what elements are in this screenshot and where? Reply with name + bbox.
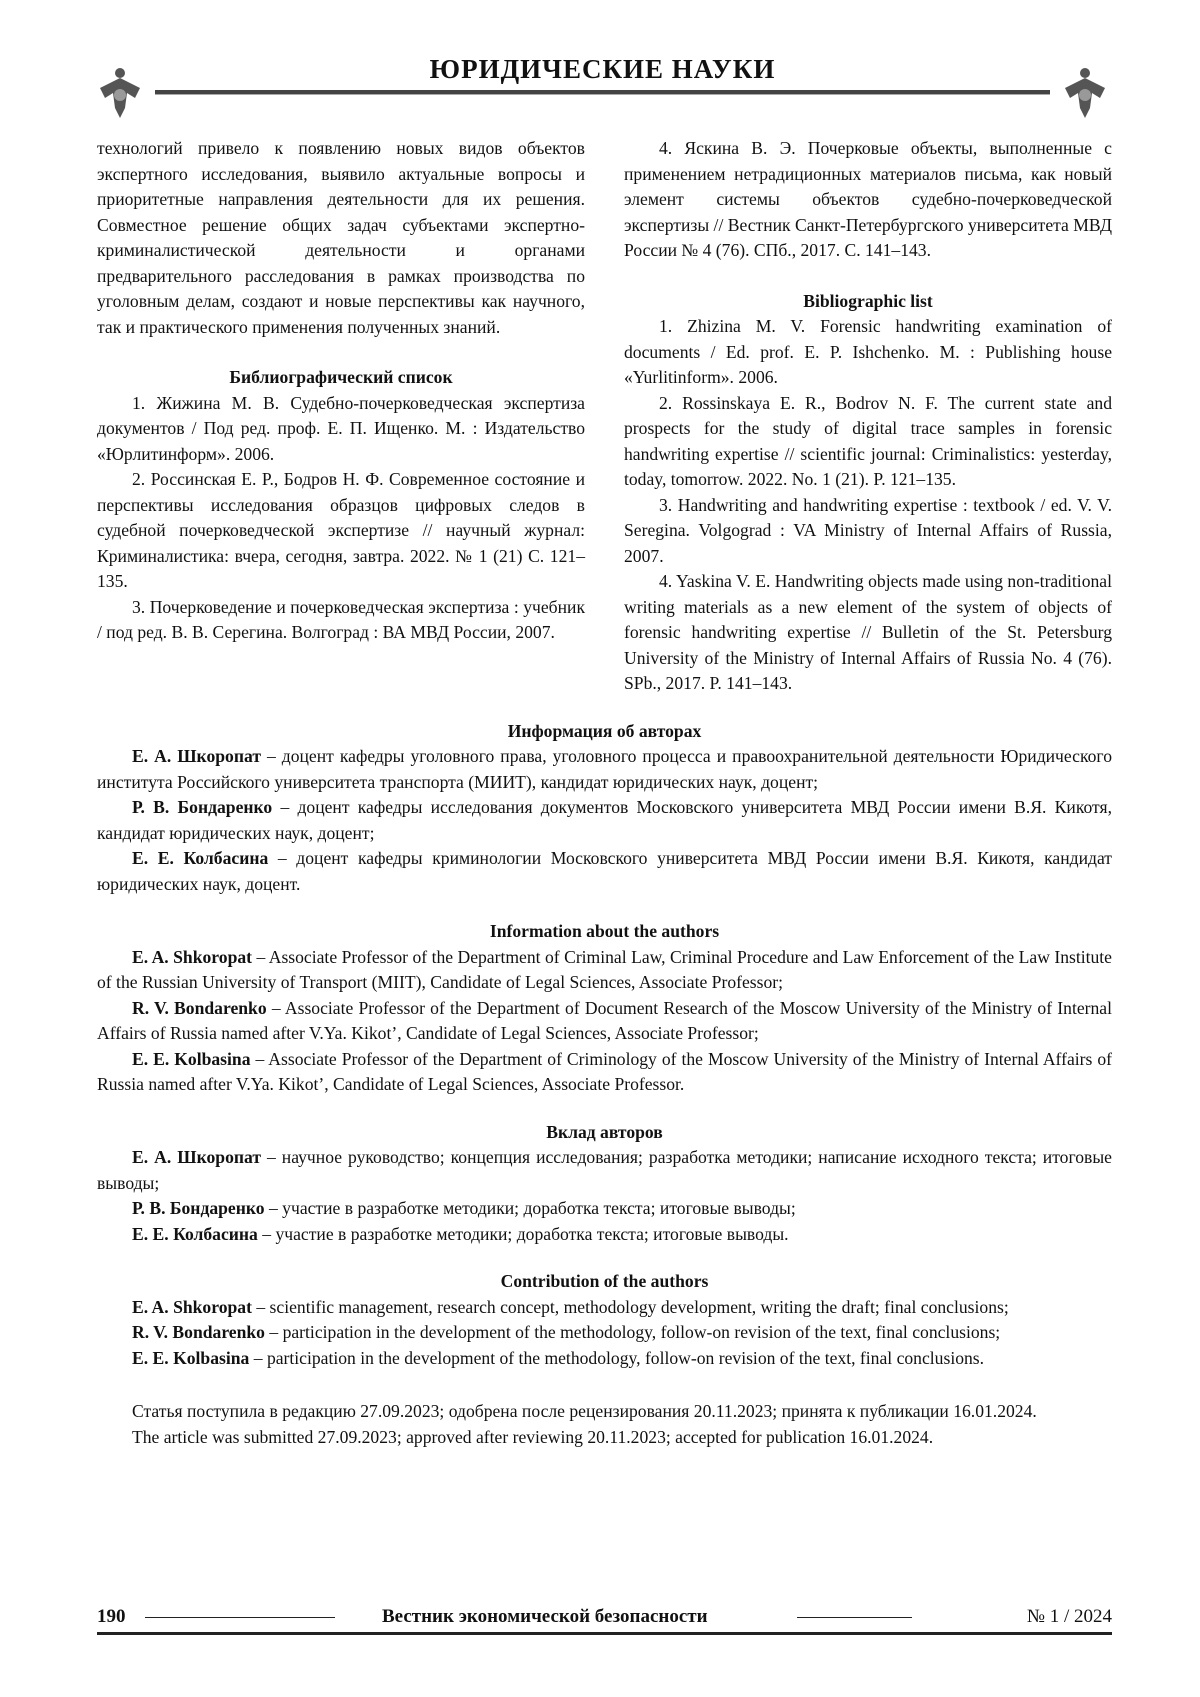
author-entry <box>97 846 1112 897</box>
dates-ru: Статья поступила в редакцию 27.09.2023; одобрена после рецензирования 20.11.2023; принята к публикации 16.01.2024. <box>97 1399 1112 1425</box>
section-heading: Информация об авторах <box>97 719 1112 745</box>
author-entry <box>97 1320 1112 1346</box>
footer-rule <box>145 1617 335 1618</box>
contribution-en <box>97 1269 1112 1371</box>
authors-info-ru <box>97 719 1112 898</box>
section-title: ЮРИДИЧЕСКИЕ НАУКИ <box>95 57 1110 83</box>
bib-entry: 1. Zhizina M. V. Forensic handwriting examination of documents / Ed. prof. E. P. Ishchenko. M. : Publishing house «Yurlitinform». 2006. <box>624 314 1112 391</box>
left-column <box>97 136 585 697</box>
author-entry <box>97 945 1112 996</box>
author-name: E. A. Shkoropat <box>132 947 252 967</box>
author-name: E. A. Shkoropat <box>132 1297 252 1317</box>
author-desc: – доцент кафедры исследования документов Московского университета МВД России имени В.Я. Кикотя, кандидат юридических наук, доцент; <box>97 797 1112 843</box>
author-name: Е. А. Шкоропат <box>132 1147 261 1167</box>
author-entry <box>97 1196 1112 1222</box>
author-name: E. E. Kolbasina <box>132 1049 251 1069</box>
author-name: E. E. Kolbasina <box>132 1348 249 1368</box>
bib-entry: 4. Yaskina V. E. Handwriting objects made using non-traditional writing materials as a new element of the system of objects of forensic handwriting expertise // Bulletin of the St. Petersburg University of the Ministry of Internal Affairs of Russia No. 4 (76). SPb., 2017. P. 141–143. <box>624 569 1112 697</box>
bib-entry: 2. Россинская Е. Р., Бодров Н. Ф. Современное состояние и перспективы исследования образцов цифровых следов в судебной почерковедческой экспертизе // научный журнал: Криминалистика: вчера, сегодня, завтра. 2022. № 1 (21) С. 121–135. <box>97 467 585 595</box>
bib-entry: 3. Handwriting and handwriting expertise : textbook / ed. V. V. Seregina. Volgograd : VA Ministry of Internal Affairs of Russia, 2007. <box>624 493 1112 570</box>
section-heading: Contribution of the authors <box>97 1269 1112 1295</box>
author-desc: – Associate Professor of the Department of Document Research of the Moscow University of the Ministry of Internal Affairs of Russia named after V.Ya. Kikot’, Candidate of Legal Sciences, Associate Professor; <box>97 998 1112 1044</box>
bib-entry: 3. Почерковедение и почерковедческая экспертиза : учебник / под ред. В. В. Серегина. Волгоград : ВА МВД России, 2007. <box>97 595 585 646</box>
author-entry <box>97 1295 1112 1321</box>
body-paragraph: технологий привело к появлению новых видов объектов экспертного исследования, выявило актуальные вопросы и приоритетные направления деятельности для их решения. Совместное решение общих задач субъектами экспертно-криминалистической деятельности и органами предварительного расследования в рамках производства по уголовным делам, создают и новые перспективы как научного, так и практического применения полученных знаний. <box>97 136 585 340</box>
right-column <box>624 136 1112 697</box>
article-dates <box>97 1399 1112 1450</box>
bibliography-heading-en: Bibliographic list <box>624 289 1112 315</box>
journal-name: Вестник экономической безопасности <box>382 1604 708 1630</box>
author-name: Е. А. Шкоропат <box>132 746 261 766</box>
author-name: Е. Е. Колбасина <box>132 1224 258 1244</box>
author-desc: – участие в разработке методики; доработка текста; итоговые выводы. <box>258 1224 789 1244</box>
author-desc: – научное руководство; концепция исследования; разработка методики; написание исходного текста; итоговые выводы; <box>97 1147 1112 1193</box>
two-column-area <box>97 136 1112 697</box>
bib-entry: 1. Жижина М. В. Судебно-почерковедческая экспертиза документов / Под ред. проф. Е. П. Ищенко. М. : Издательство «Юрлитинформ». 2006. <box>97 391 585 468</box>
author-name: Р. В. Бондаренко <box>132 797 272 817</box>
author-entry <box>97 1346 1112 1372</box>
author-entry <box>97 744 1112 795</box>
section-heading: Вклад авторов <box>97 1120 1112 1146</box>
author-entry <box>97 795 1112 846</box>
author-desc: – participation in the development of the methodology, follow-on revision of the text, final conclusions. <box>249 1348 984 1368</box>
page-number: 190 <box>97 1604 126 1630</box>
author-desc: – доцент кафедры уголовного права, уголовного процесса и правоохранительной деятельности Юридического института Российского университета транспорта (МИИТ), кандидат юридических наук, доцент; <box>97 746 1112 792</box>
author-desc: – scientific management, research concept, methodology development, writing the draft; final conclusions; <box>252 1297 1009 1317</box>
author-desc: – Associate Professor of the Department of Criminal Law, Criminal Procedure and Law Enforcement of the Law Institute of the Russian University of Transport (MIIT), Candidate of Legal Sciences, Associate Professor; <box>97 947 1112 993</box>
footer-bar <box>97 1632 1112 1635</box>
page-content <box>97 0 1112 1450</box>
author-name: R. V. Bondarenko <box>132 998 267 1018</box>
authors-info-en <box>97 919 1112 1098</box>
author-entry <box>97 1145 1112 1196</box>
section-heading: Information about the authors <box>97 919 1112 945</box>
contribution-ru <box>97 1120 1112 1248</box>
author-name: Е. Е. Колбасина <box>132 848 268 868</box>
page-footer <box>97 1604 1112 1634</box>
author-desc: – participation in the development of the methodology, follow-on revision of the text, final conclusions; <box>265 1322 1000 1342</box>
author-desc: – доцент кафедры криминологии Московского университета МВД России имени В.Я. Кикотя, кандидат юридических наук, доцент. <box>97 848 1112 894</box>
author-name: R. V. Bondarenko <box>132 1322 265 1342</box>
dates-en: The article was submitted 27.09.2023; approved after reviewing 20.11.2023; accepted for publication 16.01.2024. <box>97 1425 1112 1451</box>
bibliography-heading: Библиографический список <box>97 365 585 391</box>
bib-entry: 4. Яскина В. Э. Почерковые объекты, выполненные с применением нетрадиционных материалов письма, как новый элемент системы объектов судебно-почерковедческой экспертизы // Вестник Санкт-Петербургского университета МВД России № 4 (76). СПб., 2017. С. 141–143. <box>624 136 1112 264</box>
author-desc: – Associate Professor of the Department of Criminology of the Moscow University of the Ministry of Internal Affairs of Russia named after V.Ya. Kikot’, Candidate of Legal Sciences, Associate Professor. <box>97 1049 1112 1095</box>
author-entry <box>97 1222 1112 1248</box>
author-name: Р. В. Бондаренко <box>132 1198 265 1218</box>
bib-entry: 2. Rossinskaya E. R., Bodrov N. F. The current state and prospects for the study of digital trace samples in forensic handwriting expertise // scientific journal: Criminalistics: yesterday, today, tomorrow. 2022. No. 1 (21). P. 121–135. <box>624 391 1112 493</box>
author-desc: – участие в разработке методики; доработка текста; итоговые выводы; <box>265 1198 796 1218</box>
author-entry <box>97 996 1112 1047</box>
document-page <box>0 0 1200 1697</box>
author-entry <box>97 1047 1112 1098</box>
issue-number: № 1 / 2024 <box>1027 1604 1112 1630</box>
footer-rule <box>797 1617 912 1618</box>
